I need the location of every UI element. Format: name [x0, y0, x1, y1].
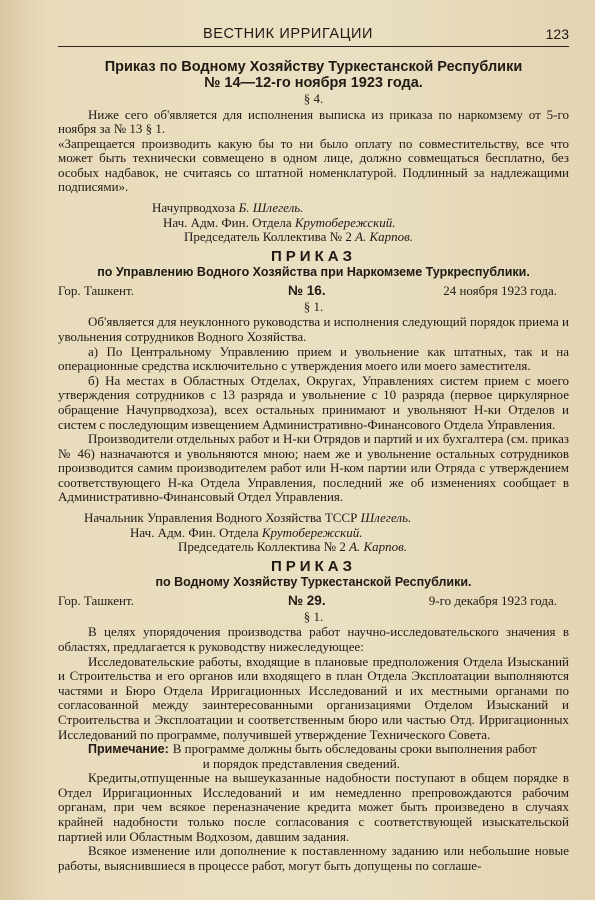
signature-name: Б. Шлегель. — [238, 200, 304, 216]
order-subtitle: по Водному Хозяйству Туркестанской Республики. — [155, 574, 472, 589]
section-mark: § 1. — [303, 298, 324, 314]
order-16 — [58, 249, 569, 555]
order-number: № 29. — [288, 592, 326, 608]
note — [88, 742, 569, 771]
signature-line: Председатель Коллектива № 2 А. Карпов. — [178, 539, 408, 555]
paragraph: Ниже сего об'является для исполнения выписка из приказа по наркомзему от 5-го ноября за № 13 § 1. — [58, 106, 569, 137]
order-heading: ПРИКАЗ — [271, 557, 356, 575]
note-label: Примечание: — [88, 742, 169, 757]
journal-title: ВЕСТНИК ИРРИГАЦИИ — [203, 26, 374, 42]
order-title-line2: № 14—12-го ноября 1923 года. — [204, 75, 423, 91]
paragraph: а) По Центральному Управлению прием и увольнение как штатных, так и на операционные средства исключительно с утверждения моего или моего заместителя. — [58, 343, 569, 374]
signature-line: Начальник Управления Водного Хозяйства ТССР Шлегель. — [84, 510, 412, 526]
paragraph: Кредиты,отпущенные на вышеуказанные надобности поступают в общем порядке в Отдел Ирригационных Исследований и им немедленно препровождаются рабочим органам, при чем всякое переназначение кредита может быть произведено в случаях крайней надобности только после согласования с соответствующей изыскательской партией или Областным Водхозом, давшим задания. — [58, 770, 569, 844]
signature-line: Нач. Адм. Фин. Отдела Крутобережский. — [163, 214, 396, 230]
signature-name: Крутобережский. — [261, 524, 363, 540]
signature-line: Председатель Коллектива № 2 А. Карпов. — [184, 229, 414, 245]
order-29 — [58, 559, 569, 874]
paragraph: б) На местах в Областных Отделах, Округах, Управлениях систем прием с моего утверждения сотрудников с 13 разряда и увольнение с 10 разряда (первое циркулярное обращение Начупрводхоза), всех остальных принимают и увольняют Н-ки Отделов и систем с последующим извещением Административно-Финансового Отдела Управления. — [58, 372, 569, 432]
quote-paragraph: «Запрещается производить какую бы то ни было оплату по совместительству, все что может быть технически совмещено в одном лице, должно совмещаться бесплатно, без особых надбавок, не считаясь со штатной номенклатурой. Подлинный за надлежащими подписями». — [58, 135, 569, 195]
order-title-line1: Приказ по Водному Хозяйству Туркестанской Республики — [104, 59, 523, 75]
signature-line: Нач. Адм. Фин. Отдела Крутобережский. — [130, 524, 363, 540]
order-number: № 16. — [288, 282, 326, 298]
order-place-date — [58, 283, 569, 299]
order-place-date — [58, 593, 569, 609]
signature-name: А. Карпов. — [355, 229, 414, 245]
page-number: 123 — [545, 26, 569, 42]
paragraph: Производители отдельных работ и Н-ки Отрядов и партий и их бухгалтера (см. приказ № 46) назначаются и увольняются мною; наем же и увольнение остальных сотрудников производится самим производителем работ или Н-ком партии или Отряда с утверждением соответствующего Н-ка Отдела Управления, последний же об изменениях сообщает в Административно-Финансовый Отдел Управления. — [58, 431, 569, 505]
order-date: 24 ноября 1923 года. — [443, 282, 557, 298]
paragraph: Об'является для неуклонного руководства и исполнения следующий порядок приема и увольнения сотрудников Водного Хозяйства. — [58, 314, 569, 344]
section-mark: § 4. — [303, 91, 324, 106]
order-subtitle: по Управлению Водного Хозяйства при Наркомземе Туркреспублики. — [97, 264, 530, 279]
section-mark: § 1. — [303, 608, 324, 624]
signature-name: А. Карпов. — [349, 539, 408, 555]
order-14 — [58, 59, 569, 245]
note-text-cont: и порядок представления сведений. — [202, 755, 400, 771]
signature-name: Шлегель. — [360, 510, 412, 526]
order-city: Гор. Ташкент. — [58, 592, 134, 608]
order-date: 9-го декабря 1923 года. — [428, 592, 557, 608]
note-text: В программе должны быть обследованы сроки выполнения работ — [172, 741, 537, 757]
paragraph: Исследовательские работы, входящие в плановые предположения Отдела Изысканий и Строительства и его органов или входящего в план Отдела Эксплоатации выполняются частями и Бюро Отдела Ирригационных Исследований и их местными органами по согласованной между заинтересованными организациями Отделом Изысканий и Строительства и Эксплоатации и соответственным бюро или частью Отд. Ирригационных Исследований по программе, получившей утверждение Технического Совета. — [58, 653, 569, 742]
paragraph: Всякое изменение или дополнение к поставленному заданию или небольшие новые работы, выяснившиеся в процессе работ, могут быть допущены по соглаше- — [58, 843, 569, 873]
signature-name: Крутобережский. — [294, 214, 396, 230]
running-header — [58, 26, 569, 47]
signature-line: Начупрводхоза Б. Шлегель. — [152, 200, 304, 216]
paragraph: В целях упорядочения производства работ научно-исследовательского значения в областях, предлагается к руководству нижеследующее: — [58, 624, 569, 654]
order-heading: ПРИКАЗ — [271, 247, 356, 265]
order-city: Гор. Ташкент. — [58, 282, 134, 298]
